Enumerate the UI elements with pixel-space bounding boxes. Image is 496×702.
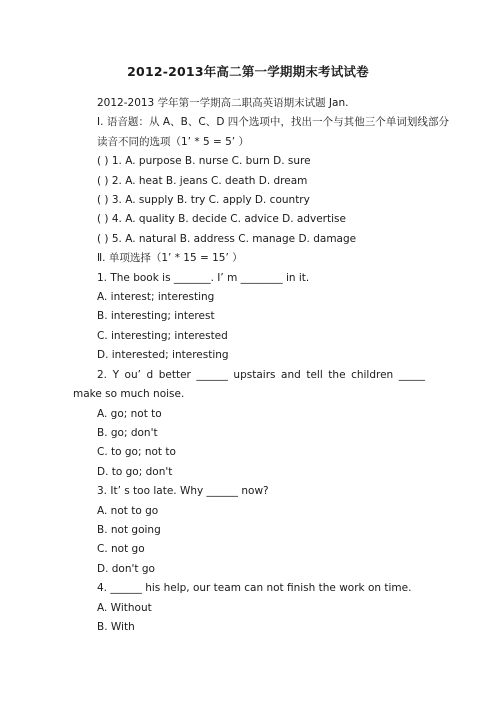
option-line: A. not to go [97, 504, 159, 517]
text-line: 2012-2013 学年第一学期高二职高英语期末试题 Jan. [97, 97, 349, 109]
option-line: A. interest; interesting [97, 291, 215, 304]
question-line: ( ) 5. A. natural B. address C. manage D. damage [97, 232, 357, 245]
section-heading: Ⅱ. 单项选择（1’ * 15 = 15’ ） [97, 252, 243, 265]
section-heading: Ⅰ. 语音题：从 A、B、C、D 四个选项中，找出一个与其他三个单词划线部分读音不同的选项（1’ * 5 = 5’ ） [97, 116, 449, 148]
option-line: B. not going [97, 523, 161, 536]
question-line: 4. ______ his help, our team can not finish the work on time. [97, 582, 412, 595]
question-line: ( ) 4. A. quality B. decide C. advice D. advertise [97, 213, 346, 226]
question-line: 1. The book is _______. I’ m ________ in it. [97, 271, 310, 284]
option-line: C. interesting; interested [97, 329, 228, 342]
document-title: 2012-2013年高二第一学期期末考试试卷 [127, 64, 369, 79]
option-line: C. not go [97, 543, 145, 556]
option-line: A. go; not to [97, 407, 162, 420]
option-line: A. Without [97, 601, 152, 614]
option-line: D. to go; don't [97, 465, 173, 478]
option-line: D. interested; interesting [97, 349, 229, 362]
question-line: 2. Y ou’ d better ______ upstairs and tell the children _____ make so much noise. [73, 368, 425, 401]
option-line: B. With [97, 620, 135, 633]
document-body [73, 94, 449, 637]
question-line: ( ) 1. A. purpose B. nurse C. burn D. sure [97, 155, 311, 168]
option-line: C. to go; not to [97, 446, 176, 459]
question-line: ( ) 2. A. heat B. jeans C. death D. dream [97, 174, 308, 187]
option-line: B. interesting; interest [97, 310, 215, 323]
option-line: B. go; don't [97, 426, 158, 439]
question-line: 3. It’ s too late. Why ______ now? [97, 485, 269, 498]
question-line: ( ) 3. A. supply B. try C. apply D. country [97, 194, 310, 207]
option-line: D. don't go [97, 562, 155, 575]
